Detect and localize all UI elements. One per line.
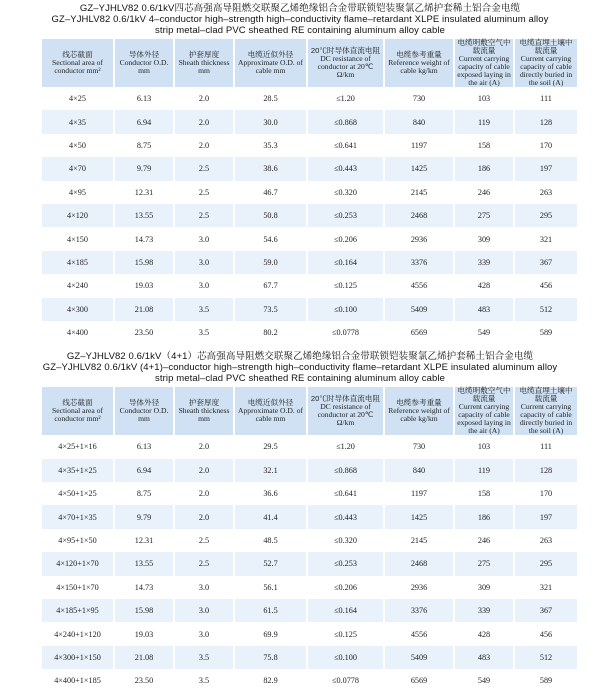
table-cell: 4×300 xyxy=(42,298,115,321)
table1-header-en: Sheath thickness mm xyxy=(178,58,230,75)
table-cell: ≤0.164 xyxy=(308,251,385,274)
table-cell: ≤0.206 xyxy=(308,576,385,599)
table-row xyxy=(42,227,577,250)
table-cell: 59.0 xyxy=(235,251,308,274)
table-cell: 3376 xyxy=(385,251,455,274)
table-cell: 3.0 xyxy=(175,274,235,297)
table-cell: 170 xyxy=(515,482,577,505)
table-cell: 4556 xyxy=(385,274,455,297)
table-cell: ≤0.320 xyxy=(308,529,385,552)
table-cell: 589 xyxy=(515,669,577,692)
table-cell: ≤0.320 xyxy=(308,181,385,204)
table-cell: 82.9 xyxy=(235,669,308,692)
table-cell: 4×95+1×50 xyxy=(42,529,115,552)
table-row xyxy=(42,157,577,180)
table-cell: 14.73 xyxy=(115,576,175,599)
table2-header-cn: 电缆参考重量 xyxy=(396,398,442,408)
table-cell: ≤0.443 xyxy=(308,157,385,180)
table-row xyxy=(42,87,577,110)
table-cell: 119 xyxy=(455,110,515,133)
table-cell: 15.98 xyxy=(115,251,175,274)
table-cell: 3.5 xyxy=(175,298,235,321)
table-cell: 197 xyxy=(515,157,577,180)
table-cell: 103 xyxy=(455,87,515,110)
table-cell: 3.5 xyxy=(175,646,235,669)
table-cell: ≤0.206 xyxy=(308,227,385,250)
table-cell: ≤0.253 xyxy=(308,552,385,575)
table-cell: ≤0.0778 xyxy=(308,321,385,344)
table-row xyxy=(42,321,577,344)
table-cell: ≤0.100 xyxy=(308,298,385,321)
table-cell: 6.13 xyxy=(115,87,175,110)
table1-section xyxy=(0,0,600,344)
table-cell: 512 xyxy=(515,646,577,669)
table-cell: 2.5 xyxy=(175,157,235,180)
table-row xyxy=(42,505,577,528)
table-cell: 840 xyxy=(385,110,455,133)
table-cell: 15.98 xyxy=(115,599,175,622)
table-cell: 367 xyxy=(515,599,577,622)
table-cell: 4556 xyxy=(385,622,455,645)
table-cell: 13.55 xyxy=(115,552,175,575)
table1-header-en: DC resistance of conductor at 20℃ Ω/km xyxy=(317,54,374,79)
table-cell: 4×240 xyxy=(42,274,115,297)
table-cell: 339 xyxy=(455,599,515,622)
table-row xyxy=(42,669,577,692)
table-cell: 197 xyxy=(515,505,577,528)
table-cell: ≤1.20 xyxy=(308,435,385,458)
table-cell: 1197 xyxy=(385,482,455,505)
table-row xyxy=(42,459,577,482)
table-cell: 4×240+1×120 xyxy=(42,622,115,645)
table-cell: 75.8 xyxy=(235,646,308,669)
table-cell: 29.5 xyxy=(235,435,308,458)
table-cell: 103 xyxy=(455,435,515,458)
table1-header-cn: 导体外径 xyxy=(128,50,160,59)
table1-header-cn: 线芯截面 xyxy=(62,50,93,59)
table-cell: 19.03 xyxy=(115,274,175,297)
table-cell: ≤0.100 xyxy=(308,646,385,669)
table2-body xyxy=(42,435,577,692)
table-cell: 730 xyxy=(385,87,455,110)
table-cell: 5409 xyxy=(385,646,455,669)
table-cell: 8.75 xyxy=(115,482,175,505)
table-cell: 2.0 xyxy=(175,435,235,458)
table1-title-cn: GZ–YJHLV82 0.6/1kV四芯高强高导阻燃交联聚乙烯绝缘铝合金带联锁铠装聚氯乙烯护套稀土铝合金电缆 xyxy=(79,3,521,14)
table-cell: 367 xyxy=(515,251,577,274)
table1-header-cn: 电缆近似外径 xyxy=(247,50,294,59)
table-cell: ≤0.253 xyxy=(308,204,385,227)
table-cell: 4×150+1×70 xyxy=(42,576,115,599)
table1-header-en: Reference weight of cable kg/km xyxy=(388,58,450,75)
table-cell: 23.50 xyxy=(115,669,175,692)
table-row xyxy=(42,646,577,669)
table-cell: 512 xyxy=(515,298,577,321)
table-cell: 295 xyxy=(515,552,577,575)
table-cell: 111 xyxy=(515,435,577,458)
table2-header-cn: 电缆近似外径 xyxy=(247,398,294,408)
table-cell: 3.0 xyxy=(175,227,235,250)
table-cell: ≤0.443 xyxy=(308,505,385,528)
table1-header-cn: 电缆参考重量 xyxy=(396,50,442,59)
table1-body xyxy=(42,87,577,344)
table-cell: 69.9 xyxy=(235,622,308,645)
table-cell: 9.79 xyxy=(115,157,175,180)
table-cell: 4×35 xyxy=(42,110,115,133)
table-cell: 3.0 xyxy=(175,251,235,274)
table-cell: ≤0.125 xyxy=(308,274,385,297)
table-cell: 4×400 xyxy=(42,321,115,344)
table-cell: 4×120+1×70 xyxy=(42,552,115,575)
table-cell: 2468 xyxy=(385,552,455,575)
table2-header-row xyxy=(42,387,577,435)
table2-header-en: Current carrying capacity of cable exposed laying in the air (A) xyxy=(457,402,511,436)
table-cell: ≤0.868 xyxy=(308,459,385,482)
table-cell: 186 xyxy=(455,157,515,180)
table-cell: 128 xyxy=(515,110,577,133)
table1-title-en-2: strip metal–clad PVC sheathed RE containing aluminum alloy cable xyxy=(155,25,445,36)
table1-header-cell xyxy=(515,39,577,87)
table2-header-cell xyxy=(308,387,385,435)
table-cell: 246 xyxy=(455,181,515,204)
table1-header-cell xyxy=(308,39,385,87)
table-cell: 48.5 xyxy=(235,529,308,552)
table-cell: 339 xyxy=(455,251,515,274)
table-cell: 52.7 xyxy=(235,552,308,575)
table-cell: 4×50 xyxy=(42,134,115,157)
table2-header-cell xyxy=(515,387,577,435)
table1 xyxy=(42,39,577,344)
table1-header-cell xyxy=(235,39,308,87)
table1-header-cell xyxy=(42,39,115,87)
table-cell: 38.6 xyxy=(235,157,308,180)
table-cell: 4×25 xyxy=(42,87,115,110)
table-row xyxy=(42,204,577,227)
table-cell: 2.5 xyxy=(175,204,235,227)
table2-title-en-1: GZ–YJHLV82 0.6/1kV (4+1)–conductor high–strength high–conductivity flame–retardant XLPE insulated aluminum alloy xyxy=(42,362,558,374)
table-cell: 730 xyxy=(385,435,455,458)
table-cell: 483 xyxy=(455,646,515,669)
table-cell: 3.0 xyxy=(175,599,235,622)
table-cell: 2145 xyxy=(385,529,455,552)
table-cell: 28.5 xyxy=(235,87,308,110)
table-row xyxy=(42,435,577,458)
table-cell: 4×70 xyxy=(42,157,115,180)
table-row xyxy=(42,576,577,599)
table-cell: 3376 xyxy=(385,599,455,622)
table-row xyxy=(42,274,577,297)
table-cell: 158 xyxy=(455,134,515,157)
table1-header-en: Approximate O.D. of cable mm xyxy=(238,58,303,75)
table-cell: 309 xyxy=(455,576,515,599)
table-cell: 80.2 xyxy=(235,321,308,344)
table-cell: 3.5 xyxy=(175,321,235,344)
table-cell: 2.0 xyxy=(175,110,235,133)
table2-header-cn: 电缆明敷空气中载流量 xyxy=(457,386,511,404)
table-cell: 4×25+1×16 xyxy=(42,435,115,458)
table-cell: 2.5 xyxy=(175,529,235,552)
table-cell: 119 xyxy=(455,459,515,482)
table-cell: 4×185 xyxy=(42,251,115,274)
table1-title-en-1: GZ–YJHLV82 0.6/1kV 4–conductor high–strength high–conductivity flame–retardant XLPE insulated aluminum alloy xyxy=(51,14,549,25)
table1-header-cell xyxy=(455,39,515,87)
table-cell: ≤0.641 xyxy=(308,482,385,505)
table2-header-en: DC resistance of conductor at 20℃ Ω/km xyxy=(317,402,374,428)
table-cell: 4×95 xyxy=(42,181,115,204)
table2-header-cn: 电缆直埋土壤中载流量 xyxy=(519,386,573,404)
table2-header-en: Sheath thickness mm xyxy=(178,406,230,424)
table-cell: 56.1 xyxy=(235,576,308,599)
table-row xyxy=(42,251,577,274)
table-cell: 21.08 xyxy=(115,298,175,321)
table-row xyxy=(42,298,577,321)
table-cell: 4×400+1×185 xyxy=(42,669,115,692)
table-cell: 275 xyxy=(455,204,515,227)
table1-header-cell xyxy=(115,39,175,87)
table-cell: 67.7 xyxy=(235,274,308,297)
table-row xyxy=(42,181,577,204)
table2-header-cell xyxy=(235,387,308,435)
table-cell: 1425 xyxy=(385,505,455,528)
table-cell: 61.5 xyxy=(235,599,308,622)
table-row xyxy=(42,622,577,645)
table2-header-cn: 导体外径 xyxy=(128,398,160,408)
table-cell: 4×185+1×95 xyxy=(42,599,115,622)
table2-title-cn: GZ–YJHLV82 0.6/1kV（4+1）芯高强高导阻燃交联聚乙烯绝缘铝合金带联锁铠装聚氯乙烯护套稀土铝合金电缆 xyxy=(66,351,534,363)
table2-header-en: Current carrying capacity of cable directly buried in the soil (A) xyxy=(519,402,573,436)
table1-header-en: Current carrying capacity of cable exposed laying in the air (A) xyxy=(457,54,511,87)
table-cell: 840 xyxy=(385,459,455,482)
table-cell: 6.94 xyxy=(115,459,175,482)
table-cell: 549 xyxy=(455,321,515,344)
table-cell: 2145 xyxy=(385,181,455,204)
table-cell: ≤0.125 xyxy=(308,622,385,645)
table2-header-en: Reference weight of cable kg/km xyxy=(388,406,450,424)
table-cell: 1197 xyxy=(385,134,455,157)
table-cell: 428 xyxy=(455,274,515,297)
table-cell: 54.6 xyxy=(235,227,308,250)
table-cell: 32.1 xyxy=(235,459,308,482)
table-cell: ≤0.641 xyxy=(308,134,385,157)
table-cell: 6569 xyxy=(385,669,455,692)
table-cell: 13.55 xyxy=(115,204,175,227)
table-cell: 50.8 xyxy=(235,204,308,227)
table2-header-cell xyxy=(115,387,175,435)
table-cell: ≤0.164 xyxy=(308,599,385,622)
table2-header-en: Sectional area of conductor mm² xyxy=(51,406,104,424)
table-cell: 30.0 xyxy=(235,110,308,133)
table-cell: 483 xyxy=(455,298,515,321)
table-cell: 46.7 xyxy=(235,181,308,204)
table-cell: 295 xyxy=(515,204,577,227)
table-cell: 73.5 xyxy=(235,298,308,321)
table-cell: 2.0 xyxy=(175,134,235,157)
table-cell: 8.75 xyxy=(115,134,175,157)
table2-section xyxy=(0,351,600,692)
table2-header-cell xyxy=(385,387,455,435)
table-cell: 111 xyxy=(515,87,577,110)
table-cell: 246 xyxy=(455,529,515,552)
table2-header-cell xyxy=(455,387,515,435)
table1-header-cn: 护套厚度 xyxy=(188,50,220,59)
table-cell: 35.3 xyxy=(235,134,308,157)
table2-header-en: Conductor O.D. mm xyxy=(119,406,169,424)
table-cell: 186 xyxy=(455,505,515,528)
table-cell: 12.31 xyxy=(115,181,175,204)
table1-header-en: Sectional area of conductor mm² xyxy=(51,58,104,75)
table-cell: 275 xyxy=(455,552,515,575)
table-cell: 428 xyxy=(455,622,515,645)
table-row xyxy=(42,552,577,575)
table1-header-row xyxy=(42,39,577,87)
table-cell: 309 xyxy=(455,227,515,250)
table-cell: 2936 xyxy=(385,227,455,250)
table-cell: 4×50+1×25 xyxy=(42,482,115,505)
table-cell: 549 xyxy=(455,669,515,692)
table-cell: 23.50 xyxy=(115,321,175,344)
table2-header-cn: 护套厚度 xyxy=(188,398,220,408)
table-cell: 321 xyxy=(515,576,577,599)
table1-header-cn: 20℃时导体直流电阻 xyxy=(310,46,381,55)
table-cell: ≤0.868 xyxy=(308,110,385,133)
table-cell: 3.0 xyxy=(175,576,235,599)
table-cell: 6.13 xyxy=(115,435,175,458)
table2-header-cell xyxy=(175,387,235,435)
table1-header-cell xyxy=(175,39,235,87)
table-cell: 2468 xyxy=(385,204,455,227)
table2-title-en-2: strip metal–clad PVC sheathed RE containing aluminum alloy cable xyxy=(155,373,445,385)
table1-header-cell xyxy=(385,39,455,87)
table-cell: 2.0 xyxy=(175,505,235,528)
table1-header-en: Current carrying capacity of cable directly buried in the soil (A) xyxy=(519,54,573,87)
table-row xyxy=(42,482,577,505)
table-cell: 36.6 xyxy=(235,482,308,505)
table-cell: 14.73 xyxy=(115,227,175,250)
table-cell: 4×300+1×150 xyxy=(42,646,115,669)
table-cell: 41.4 xyxy=(235,505,308,528)
table-cell: 321 xyxy=(515,227,577,250)
table-cell: 4×120 xyxy=(42,204,115,227)
table-cell: 5409 xyxy=(385,298,455,321)
table-cell: 128 xyxy=(515,459,577,482)
table-cell: 12.31 xyxy=(115,529,175,552)
table1-header-en: Conductor O.D. mm xyxy=(119,58,169,75)
table-cell: 3.5 xyxy=(175,669,235,692)
table2-header-cell xyxy=(42,387,115,435)
table-cell: ≤0.0778 xyxy=(308,669,385,692)
table-row xyxy=(42,134,577,157)
table2-header-cn: 线芯截面 xyxy=(62,398,93,408)
table1-header-cn: 电缆明敷空气中载流量 xyxy=(457,38,511,55)
table-cell: 9.79 xyxy=(115,505,175,528)
table2-header-cn: 20℃时导体直流电阻 xyxy=(310,394,381,404)
table2 xyxy=(42,387,577,692)
table-cell: 589 xyxy=(515,321,577,344)
table-cell: 170 xyxy=(515,134,577,157)
table-cell: ≤1.20 xyxy=(308,87,385,110)
table-row xyxy=(42,599,577,622)
table-cell: 1425 xyxy=(385,157,455,180)
table-cell: 456 xyxy=(515,274,577,297)
table-cell: 4×150 xyxy=(42,227,115,250)
table-cell: 456 xyxy=(515,622,577,645)
table-cell: 6.94 xyxy=(115,110,175,133)
table-cell: 158 xyxy=(455,482,515,505)
table-cell: 263 xyxy=(515,181,577,204)
table-cell: 21.08 xyxy=(115,646,175,669)
table2-header-en: Approximate O.D. of cable mm xyxy=(238,406,303,424)
table-cell: 2.5 xyxy=(175,552,235,575)
table-cell: 4×35+1×25 xyxy=(42,459,115,482)
table-cell: 263 xyxy=(515,529,577,552)
table-cell: 6569 xyxy=(385,321,455,344)
table-cell: 19.03 xyxy=(115,622,175,645)
table-row xyxy=(42,110,577,133)
table-cell: 4×70+1×35 xyxy=(42,505,115,528)
table-cell: 2.5 xyxy=(175,181,235,204)
table-cell: 2.0 xyxy=(175,482,235,505)
table-row xyxy=(42,529,577,552)
table-cell: 2936 xyxy=(385,576,455,599)
table1-header-cn: 电缆直埋土壤中载流量 xyxy=(519,38,573,55)
table-cell: 2.0 xyxy=(175,459,235,482)
table-cell: 2.0 xyxy=(175,87,235,110)
table-cell: 3.0 xyxy=(175,622,235,645)
